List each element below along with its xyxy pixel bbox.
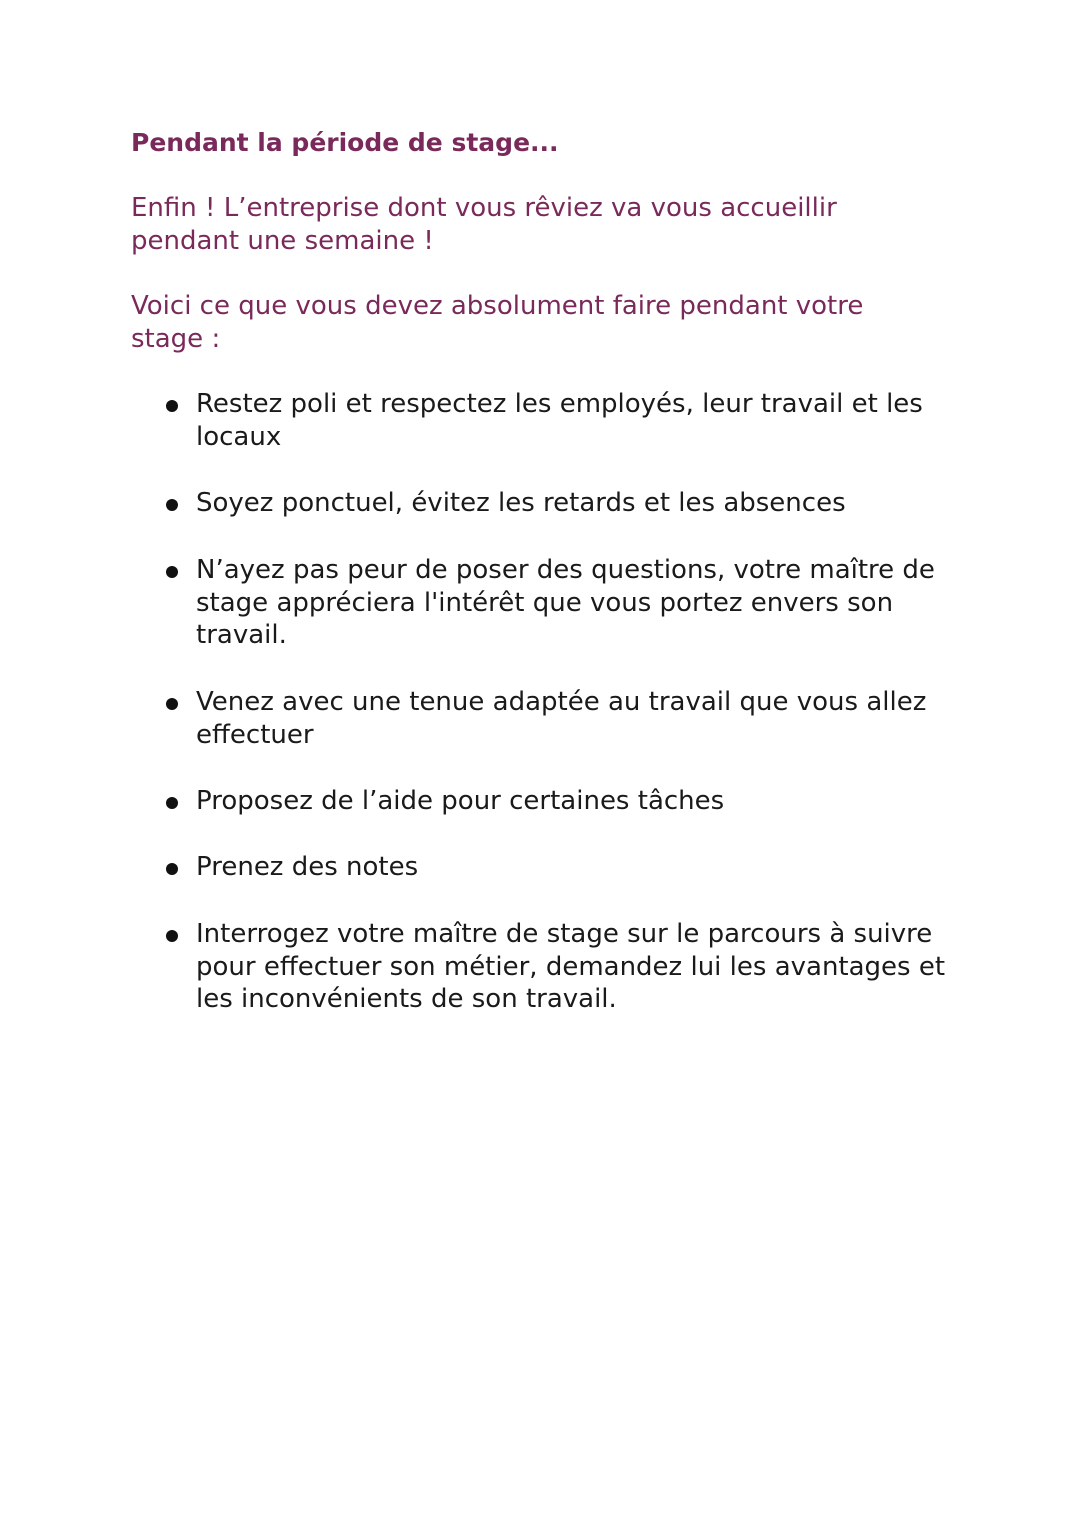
list-item: Prenez des notes <box>196 852 419 882</box>
list-item: Venez avec une tenue adaptée au travail que vous allez effectuer <box>196 687 927 750</box>
list-item: Restez poli et respectez les employés, leur travail et les locaux <box>196 389 923 452</box>
list-item: N’ayez pas peur de poser des questions, votre maître de stage appréciera l'intérêt que vous portez envers son travail. <box>196 555 935 650</box>
bullet-dot-icon <box>166 566 178 578</box>
list-item: Interrogez votre maître de stage sur le parcours à suivre pour effectuer son métier, demandez lui les avantages et les inconvénients de son travail. <box>196 919 946 1014</box>
bullet-dot-icon <box>166 400 178 412</box>
list-item: Proposez de l’aide pour certaines tâches <box>196 786 725 816</box>
intro-paragraph: Voici ce que vous devez absolument faire pendant votre stage : <box>131 291 864 354</box>
bullet-dot-icon <box>166 797 178 809</box>
bullet-dot-icon <box>166 499 178 511</box>
page-heading: Pendant la période de stage... <box>131 128 559 157</box>
list-item: Soyez ponctuel, évitez les retards et les absences <box>196 488 846 518</box>
bullet-dot-icon <box>166 698 178 710</box>
intro-paragraph: Enfin ! L’entreprise dont vous rêviez va vous accueillir pendant une semaine ! <box>131 193 837 256</box>
bullet-dot-icon <box>166 863 178 875</box>
bullet-dot-icon <box>166 930 178 942</box>
